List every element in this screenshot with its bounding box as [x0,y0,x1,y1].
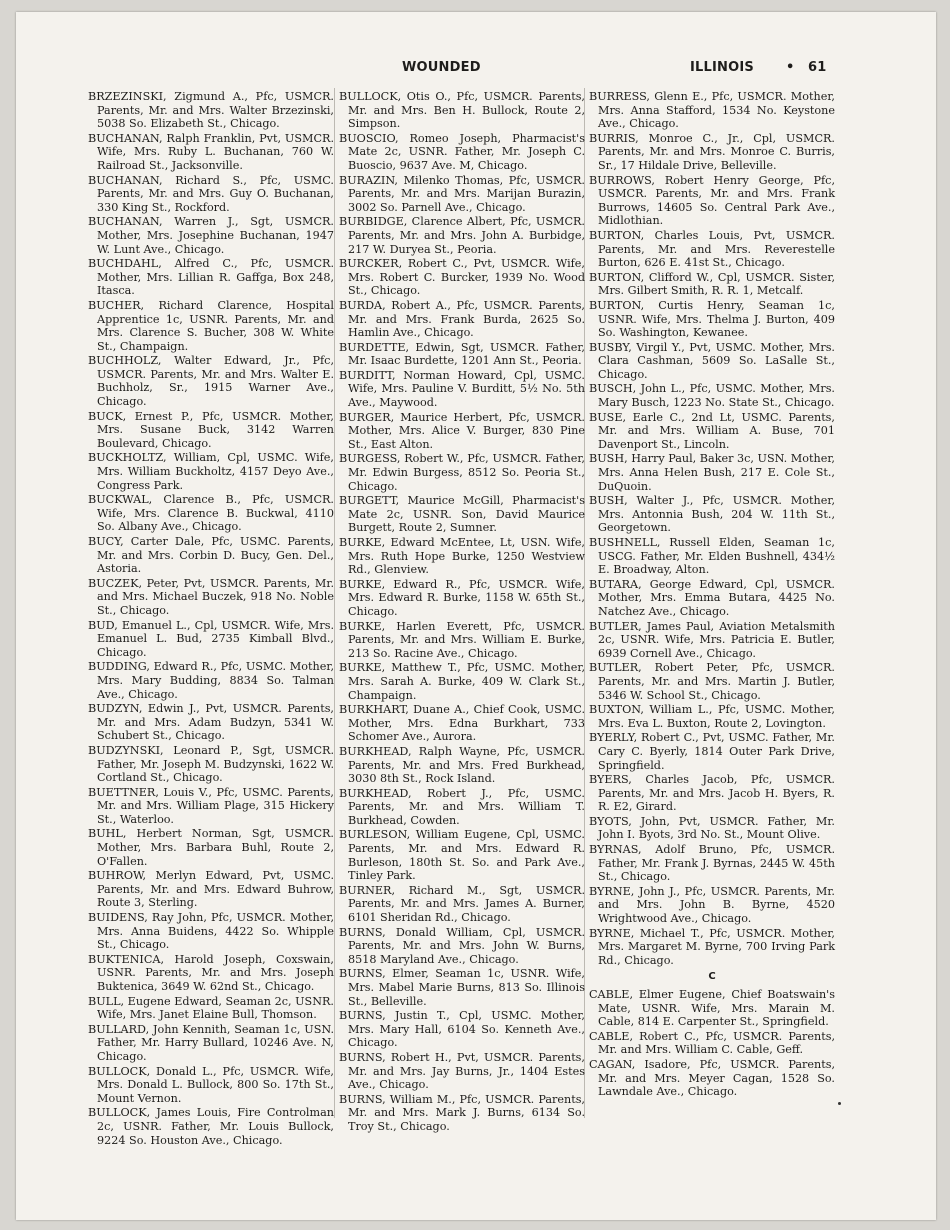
section-title: WOUNDED [402,60,481,75]
casualty-entry: BURAZIN, Milenko Thomas, Pfc, USMCR. Parents, Mr. and Mrs. Marijan Burazin, 3002 So. Parnell Ave., Chicago. [339,173,585,214]
casualty-entry: BURBIDGE, Clarence Albert, Pfc, USMCR. Parents, Mr. and Mrs. John A. Burbidge, 217 W. Duryea St., Peoria. [339,215,585,256]
casualty-entry: BURTON, Curtis Henry, Seaman 1c, USNR. Wife, Mrs. Thelma J. Burton, 409 So. Washington, Kewanee. [589,298,835,340]
casualty-entry: BUSH, Walter J., Pfc, USMCR. Mother, Mrs. Antonnia Bush, 204 W. 11th St., Georgetown. [589,494,835,535]
casualty-entry: BURCKER, Robert C., Pvt, USMCR. Wife, Mrs. Robert C. Burcker, 1939 No. Wood St., Chicago. [339,257,585,298]
casualty-entry: BUCHDAHL, Alfred C., Pfc, USMCR. Mother, Mrs. Lillian R. Gaffga, Box 248, Itasca. [88,257,334,298]
page-number: 61 [808,60,827,75]
section-letter: C [708,971,716,983]
casualty-entry: BYERS, Charles Jacob, Pfc, USMCR. Parents, Mr. and Mrs. Jacob H. Byers, R. R. E2, Girard. [589,773,835,814]
casualty-entry: BUIDENS, Ray John, Pfc, USMCR. Mother, Mrs. Anna Buidens, 4422 So. Whipple St., Chicago. [88,911,334,952]
casualty-entry: BURGER, Maurice Herbert, Pfc, USMCR. Mother, Mrs. Alice V. Burger, 830 Pine St., East Alton. [339,410,585,451]
casualty-entry: BURNER, Richard M., Sgt, USMCR. Parents, Mr. and Mrs. James A. Burner, 6101 Sheridan Rd., Chicago. [339,883,585,925]
casualty-entry: BURROWS, Robert Henry George, Pfc, USMCR. Parents, Mr. and Mrs. Frank Burrows, 14605 So. Central Park Ave., Midlothian. [589,173,835,228]
casualty-entry: BURTON, Clifford W., Cpl, USMCR. Sister, Mrs. Gilbert Smith, R. R. 1, Metcalf. [589,270,835,298]
casualty-entry: BURKE, Harlen Everett, Pfc, USMCR. Parents, Mr. and Mrs. William E. Burke, 213 So. Racine Ave., Chicago. [339,619,585,660]
casualty-entry: BUETTNER, Louis V., Pfc, USMC. Parents, Mr. and Mrs. William Plage, 315 Hickery St., Waterloo. [88,785,334,826]
casualty-entry: BULL, Eugene Edward, Seaman 2c, USNR. Wife, Mrs. Janet Elaine Bull, Thomson. [88,994,334,1022]
casualty-entry: BUTLER, Robert Peter, Pfc, USMCR. Parents, Mr. and Mrs. Martin J. Butler, 5346 W. School St., Chicago. [589,661,835,702]
page-header [16,60,936,80]
casualty-entry: BURNS, Elmer, Seaman 1c, USNR. Wife, Mrs. Mabel Marie Burns, 813 So. Illinois St., Belleville. [339,967,585,1008]
casualty-entry: BULLOCK, James Louis, Fire Controlman 2c, USNR. Father, Mr. Louis Bullock, 9224 So. Houston Ave., Chicago. [88,1106,334,1147]
casualty-entry: BYRNE, John J., Pfc, USMCR. Parents, Mr. and Mrs. John B. Byrne, 4520 Wrightwood Ave., Chicago. [589,884,835,926]
casualty-entry: BURDA, Robert A., Pfc, USMCR. Parents, Mr. and Mrs. Frank Burda, 2625 So. Hamlin Ave., Chicago. [339,298,585,340]
print-speck [838,1102,841,1105]
casualty-entry: BURKE, Edward McEntee, Lt, USN. Wife, Mrs. Ruth Hope Burke, 1250 Westview Rd., Glenview. [339,536,585,577]
casualty-entry: BURKHEAD, Robert J., Pfc, USMC. Parents, Mr. and Mrs. William T. Burkhead, Cowden. [339,786,585,827]
casualty-entry: BUCK, Ernest P., Pfc, USMCR. Mother, Mrs. Susane Buck, 3142 Warren Boulevard, Chicago. [88,409,334,450]
column-divider [334,88,335,1118]
casualty-entry: BUHL, Herbert Norman, Sgt, USMCR. Mother, Mrs. Barbara Buhl, Route 2, O'Fallen. [88,827,334,868]
casualty-entry: BUCHANAN, Ralph Franklin, Pvt, USMCR. Wife, Mrs. Ruby L. Buchanan, 760 W. Railroad St., Jacksonville. [88,131,334,172]
casualty-entry: BUKTENICA, Harold Joseph, Coxswain, USNR. Parents, Mr. and Mrs. Joseph Buktenica, 3649 W. 62nd St., Chicago. [88,952,334,993]
casualty-entry: BURGETT, Maurice McGill, Pharmacist's Mate 2c, USNR. Son, David Maurice Burgett, Route 2, Sumner. [339,494,585,535]
casualty-entry: BURNS, Justin T., Cpl, USMC. Mother, Mrs. Mary Hall, 6104 So. Kenneth Ave., Chicago. [339,1009,585,1050]
casualty-entry: BURKHEAD, Ralph Wayne, Pfc, USMCR. Parents, Mr. and Mrs. Fred Burkhead, 3030 8th St., Rock Island. [339,744,585,786]
casualty-entry: BUSCH, John L., Pfc, USMC. Mother, Mrs. Mary Busch, 1223 No. State St., Chicago. [589,382,835,410]
casualty-entry: BUCY, Carter Dale, Pfc, USMC. Parents, Mr. and Mrs. Corbin D. Bucy, Gen. Del., Astoria. [88,535,334,576]
casualty-entry: BURTON, Charles Louis, Pvt, USMCR. Parents, Mr. and Mrs. Reverestelle Burton, 626 E. 41st St., Chicago. [589,228,835,270]
casualty-entry: BURDETTE, Edwin, Sgt, USMCR. Father, Mr. Isaac Burdette, 1201 Ann St., Peoria. [339,340,585,368]
casualty-entry: BURKE, Matthew T., Pfc, USMC. Mother, Mrs. Sarah A. Burke, 409 W. Clark St., Champaign. [339,661,585,702]
casualty-entry: BUDDING, Edward R., Pfc, USMC. Mother, Mrs. Mary Budding, 8834 So. Talman Ave., Chicago. [88,660,334,701]
casualty-entry: BYRNE, Michael T., Pfc, USMCR. Mother, Mrs. Margaret M. Byrne, 700 Irving Park Rd., Chicago. [589,926,835,967]
casualty-entry: BUHROW, Merlyn Edward, Pvt, USMC. Parents, Mr. and Mrs. Edward Buhrow, Route 3, Sterling. [88,869,334,910]
casualty-entry: BURRIS, Monroe C., Jr., Cpl, USMCR. Parents, Mr. and Mrs. Monroe C. Burris, Sr., 17 Hildale Drive, Belleville. [589,131,835,172]
casualty-entry: BUCHANAN, Richard S., Pfc, USMC. Parents, Mr. and Mrs. Guy O. Buchanan, 330 King St., Rockford. [88,173,334,214]
casualty-entry: BUCZEK, Peter, Pvt, USMCR. Parents, Mr. and Mrs. Michael Buczek, 918 No. Noble St., Chicago. [88,576,334,617]
casualty-entry: BURKHART, Duane A., Chief Cook, USMC. Mother, Mrs. Edna Burkhart, 733 Schomer Ave., Aurora. [339,703,585,744]
page-sheet [16,12,936,1220]
casualty-entry: BURNS, Robert H., Pvt, USMCR. Parents, Mr. and Mrs. Jay Burns, Jr., 1404 Estes Ave., Chicago. [339,1050,585,1092]
casualty-entry: BUCKHOLTZ, William, Cpl, USMC. Wife, Mrs. William Buckholtz, 4157 Deyo Ave., Congress Park. [88,451,334,492]
casualty-entry: BULLARD, John Kennith, Seaman 1c, USN. Father, Mr. Harry Bullard, 10246 Ave. N, Chicago. [88,1022,334,1063]
casualty-entry: BURDITT, Norman Howard, Cpl, USMC. Wife, Mrs. Pauline V. Burditt, 5½ No. 5th Ave., Maywood. [339,368,585,410]
column-3 [589,90,835,1100]
casualty-entry: BUSHNELL, Russell Elden, Seaman 1c, USCG. Father, Mr. Elden Bushnell, 434½ E. Broadway, Alton. [589,536,835,577]
casualty-entry: BUXTON, William L., Pfc, USMC. Mother, Mrs. Eva L. Buxton, Route 2, Lovington. [589,703,835,730]
casualty-entry: BUSBY, Virgil Y., Pvt, USMC. Mother, Mrs. Clara Cashman, 5609 So. LaSalle St., Chicago. [589,340,835,381]
casualty-entry: BUCHHOLZ, Walter Edward, Jr., Pfc, USMCR. Parents, Mr. and Mrs. Walter E. Buchholz, Sr., 1915 Warner Ave., Chicago. [88,354,334,409]
casualty-entry: BYERLY, Robert C., Pvt, USMC. Father, Mr. Cary C. Byerly, 1814 Outer Park Drive, Springfield. [589,731,835,772]
casualty-entry: BYRNAS, Adolf Bruno, Pfc, USMCR. Father, Mr. Frank J. Byrnas, 2445 W. 45th St., Chicago. [589,843,835,884]
column-2 [339,90,585,1135]
casualty-entry: BUTARA, George Edward, Cpl, USMCR. Mother, Mrs. Emma Butara, 4425 No. Natchez Ave., Chicago. [589,577,835,618]
column-1 [88,90,334,1148]
casualty-entry: BURNS, William M., Pfc, USMCR. Parents, Mr. and Mrs. Mark J. Burns, 6134 So. Troy St., Chicago. [339,1092,585,1133]
casualty-entry: CABLE, Robert C., Pfc, USMCR. Parents, Mr. and Mrs. William C. Cable, Geff. [589,1029,835,1057]
casualty-entry: BURRESS, Glenn E., Pfc, USMCR. Mother, Mrs. Anna Stafford, 1534 No. Keystone Ave., Chicago. [589,90,835,131]
casualty-entry: BUCKWAL, Clarence B., Pfc, USMCR. Wife, Mrs. Clarence B. Buckwal, 4110 So. Albany Ave., Chicago. [88,493,334,534]
casualty-entry: BUCHER, Richard Clarence, Hospital Apprentice 1c, USNR. Parents, Mr. and Mrs. Clarence S. Bucher, 308 W. White St., Champaign. [88,298,334,353]
casualty-entry: BURGESS, Robert W., Pfc, USMCR. Father, Mr. Edwin Burgess, 8512 So. Peoria St., Chicago. [339,452,585,493]
casualty-entry: BURNS, Donald William, Cpl, USMCR. Parents, Mr. and Mrs. John W. Burns, 8518 Maryland Ave., Chicago. [339,925,585,966]
casualty-entry: BUDZYNSKI, Leonard P., Sgt, USMCR. Father, Mr. Joseph M. Budzynski, 1622 W. Cortland St., Chicago. [88,743,334,785]
casualty-entry: CAGAN, Isadore, Pfc, USMCR. Parents, Mr. and Mrs. Meyer Cagan, 1528 So. Lawndale Ave., Chicago. [589,1057,835,1099]
state-title: ILLINOIS [690,60,754,75]
casualty-entry: BURKE, Edward R., Pfc, USMCR. Wife, Mrs. Edward R. Burke, 1158 W. 65th St., Chicago. [339,577,585,618]
casualty-entry: BULLOCK, Donald L., Pfc, USMCR. Wife, Mrs. Donald L. Bullock, 800 So. 17th St., Mount Vernon. [88,1064,334,1105]
casualty-entry: BUCHANAN, Warren J., Sgt, USMCR. Mother, Mrs. Josephine Buchanan, 1947 W. Lunt Ave., Chicago. [88,215,334,256]
casualty-entry: BUTLER, James Paul, Aviation Metalsmith 2c, USNR. Wife, Mrs. Patricia E. Butler, 6939 Cornell Ave., Chicago. [589,619,835,660]
casualty-entry: BUSH, Harry Paul, Baker 3c, USN. Mother, Mrs. Anna Helen Bush, 217 E. Cole St., DuQuoin. [589,452,835,493]
header-bullet: • [786,60,795,75]
casualty-entry: BUDZYN, Edwin J., Pvt, USMCR. Parents, Mr. and Mrs. Adam Budzyn, 5341 W. Schubert St., Chicago. [88,702,334,743]
casualty-entry: BUSE, Earle C., 2nd Lt, USMC. Parents, Mr. and Mrs. William A. Buse, 701 Davenport St., Lincoln. [589,410,835,451]
casualty-entry: BUOSCIO, Romeo Joseph, Pharmacist's Mate 2c, USNR. Father, Mr. Joseph C. Buoscio, 9637 Ave. M, Chicago. [339,131,585,172]
casualty-entry: CABLE, Elmer Eugene, Chief Boatswain's Mate, USNR. Wife, Mrs. Marain M. Cable, 814 E. Carpenter St., Springfield. [589,988,835,1029]
casualty-entry: BYOTS, John, Pvt, USMCR. Father, Mr. John I. Byots, 3rd No. St., Mount Olive. [589,814,835,842]
casualty-entry: BUD, Emanuel L., Cpl, USMCR. Wife, Mrs. Emanuel L. Bud, 2735 Kimball Blvd., Chicago. [88,618,334,659]
casualty-entry: BRZEZINSKI, Zigmund A., Pfc, USMCR. Parents, Mr. and Mrs. Walter Brzezinski, 5038 So. Elizabeth St., Chicago. [88,90,334,131]
casualty-entry: BURLESON, William Eugene, Cpl, USMC. Parents, Mr. and Mrs. Edward R. Burleson, 180th St. So. and Park Ave., Tinley Park. [339,828,585,883]
casualty-entry: BULLOCK, Otis O., Pfc, USMCR. Parents, Mr. and Mrs. Ben H. Bullock, Route 2, Simpson. [339,90,585,131]
